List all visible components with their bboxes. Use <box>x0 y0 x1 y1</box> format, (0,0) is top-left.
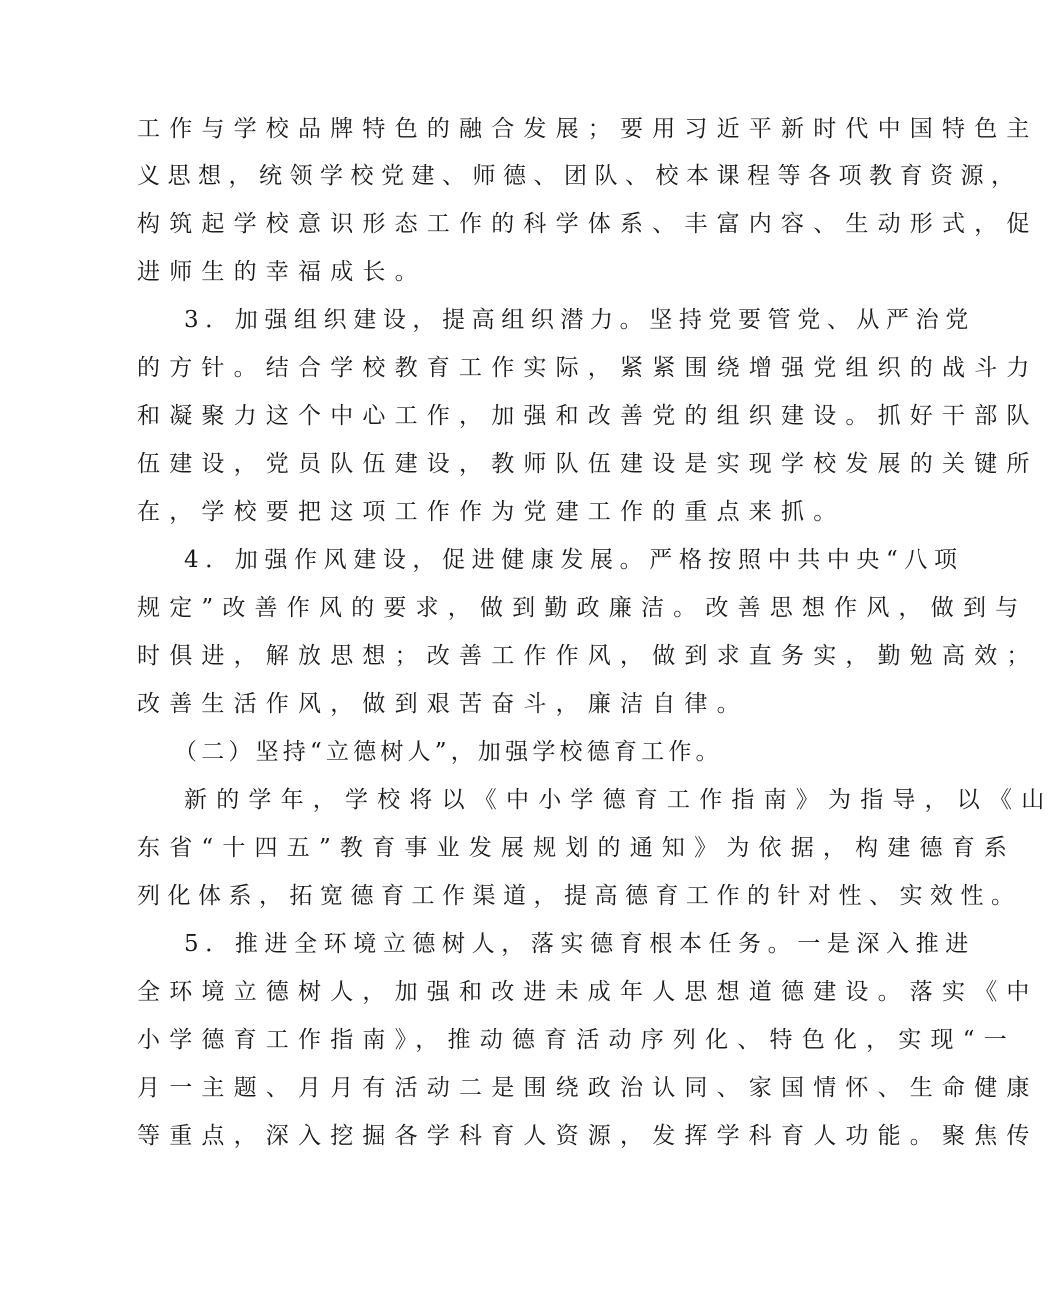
body-text-line: 东省“十四五”教育事业发展规划的通知》为依据，构建德育系 <box>137 835 1017 861</box>
body-text-line: 伍建设，党员队伍建设，教师队伍建设是实现学校发展的关键所 <box>137 451 1039 477</box>
section-heading-5: 5．推进全环境立德树人，落实德育根本任务。一是深入推进 <box>184 931 975 957</box>
body-text-line: 构筑起学校意识形态工作的科学体系、丰富内容、生动形式，促 <box>137 211 1039 237</box>
body-text-line: 月一主题、月月有活动二是围绕政治认同、家国情怀、生命健康 <box>137 1075 1039 1101</box>
section-heading-3: 3．加强组织建设，提高组织潜力。坚持党要管党、从严治党 <box>184 307 975 333</box>
body-text-line: 等重点，深入挖掘各学科育人资源，发挥学科育人功能。聚焦传 <box>137 1123 1039 1149</box>
body-text-line: 在，学校要把这项工作作为党建工作的重点来抓。 <box>137 499 846 525</box>
body-text-line: 新的学年，学校将以《中小学德育工作指南》为指导，以《山 <box>184 787 1053 813</box>
body-text-line: 改善生活作风，做到艰苦奋斗，廉洁自律。 <box>137 691 749 717</box>
body-text-line: 的方针。结合学校教育工作实际，紧紧围绕增强党组织的战斗力 <box>137 355 1039 381</box>
body-text-line: 列化体系，拓宽德育工作渠道，提高德育工作的针对性、实效性。 <box>137 883 1022 909</box>
body-text-line: 进师生的幸福成长。 <box>137 259 427 285</box>
body-text-line: 时俱进，解放思想；改善工作作风，做到求直务实，勤勉高效； <box>137 643 1039 669</box>
body-text-line: 义思想，统领学校党建、师德、团队、校本课程等各项教育资源， <box>137 163 1022 189</box>
body-text-line: 工作与学校品牌特色的融合发展；要用习近平新时代中国特色主 <box>137 116 1039 142</box>
body-text-line: 小学德育工作指南》，推动德育活动序列化、特色化，实现“一 <box>137 1027 1016 1053</box>
body-text-line: 和凝聚力这个中心工作，加强和改善党的组织建设。抓好干部队 <box>137 403 1039 429</box>
body-text-line: 全环境立德树人，加强和改进未成年人思想道德建设。落实《中 <box>137 979 1039 1005</box>
subsection-heading: （二）坚持“立德树人”，加强学校德育工作。 <box>174 739 723 765</box>
section-heading-4: 4．加强作风建设，促进健康发展。严格按照中共中央“八项 <box>184 547 964 573</box>
body-text-line: 规定”改善作风的要求，做到勤政廉洁。改善思想作风，做到与 <box>137 595 1028 621</box>
